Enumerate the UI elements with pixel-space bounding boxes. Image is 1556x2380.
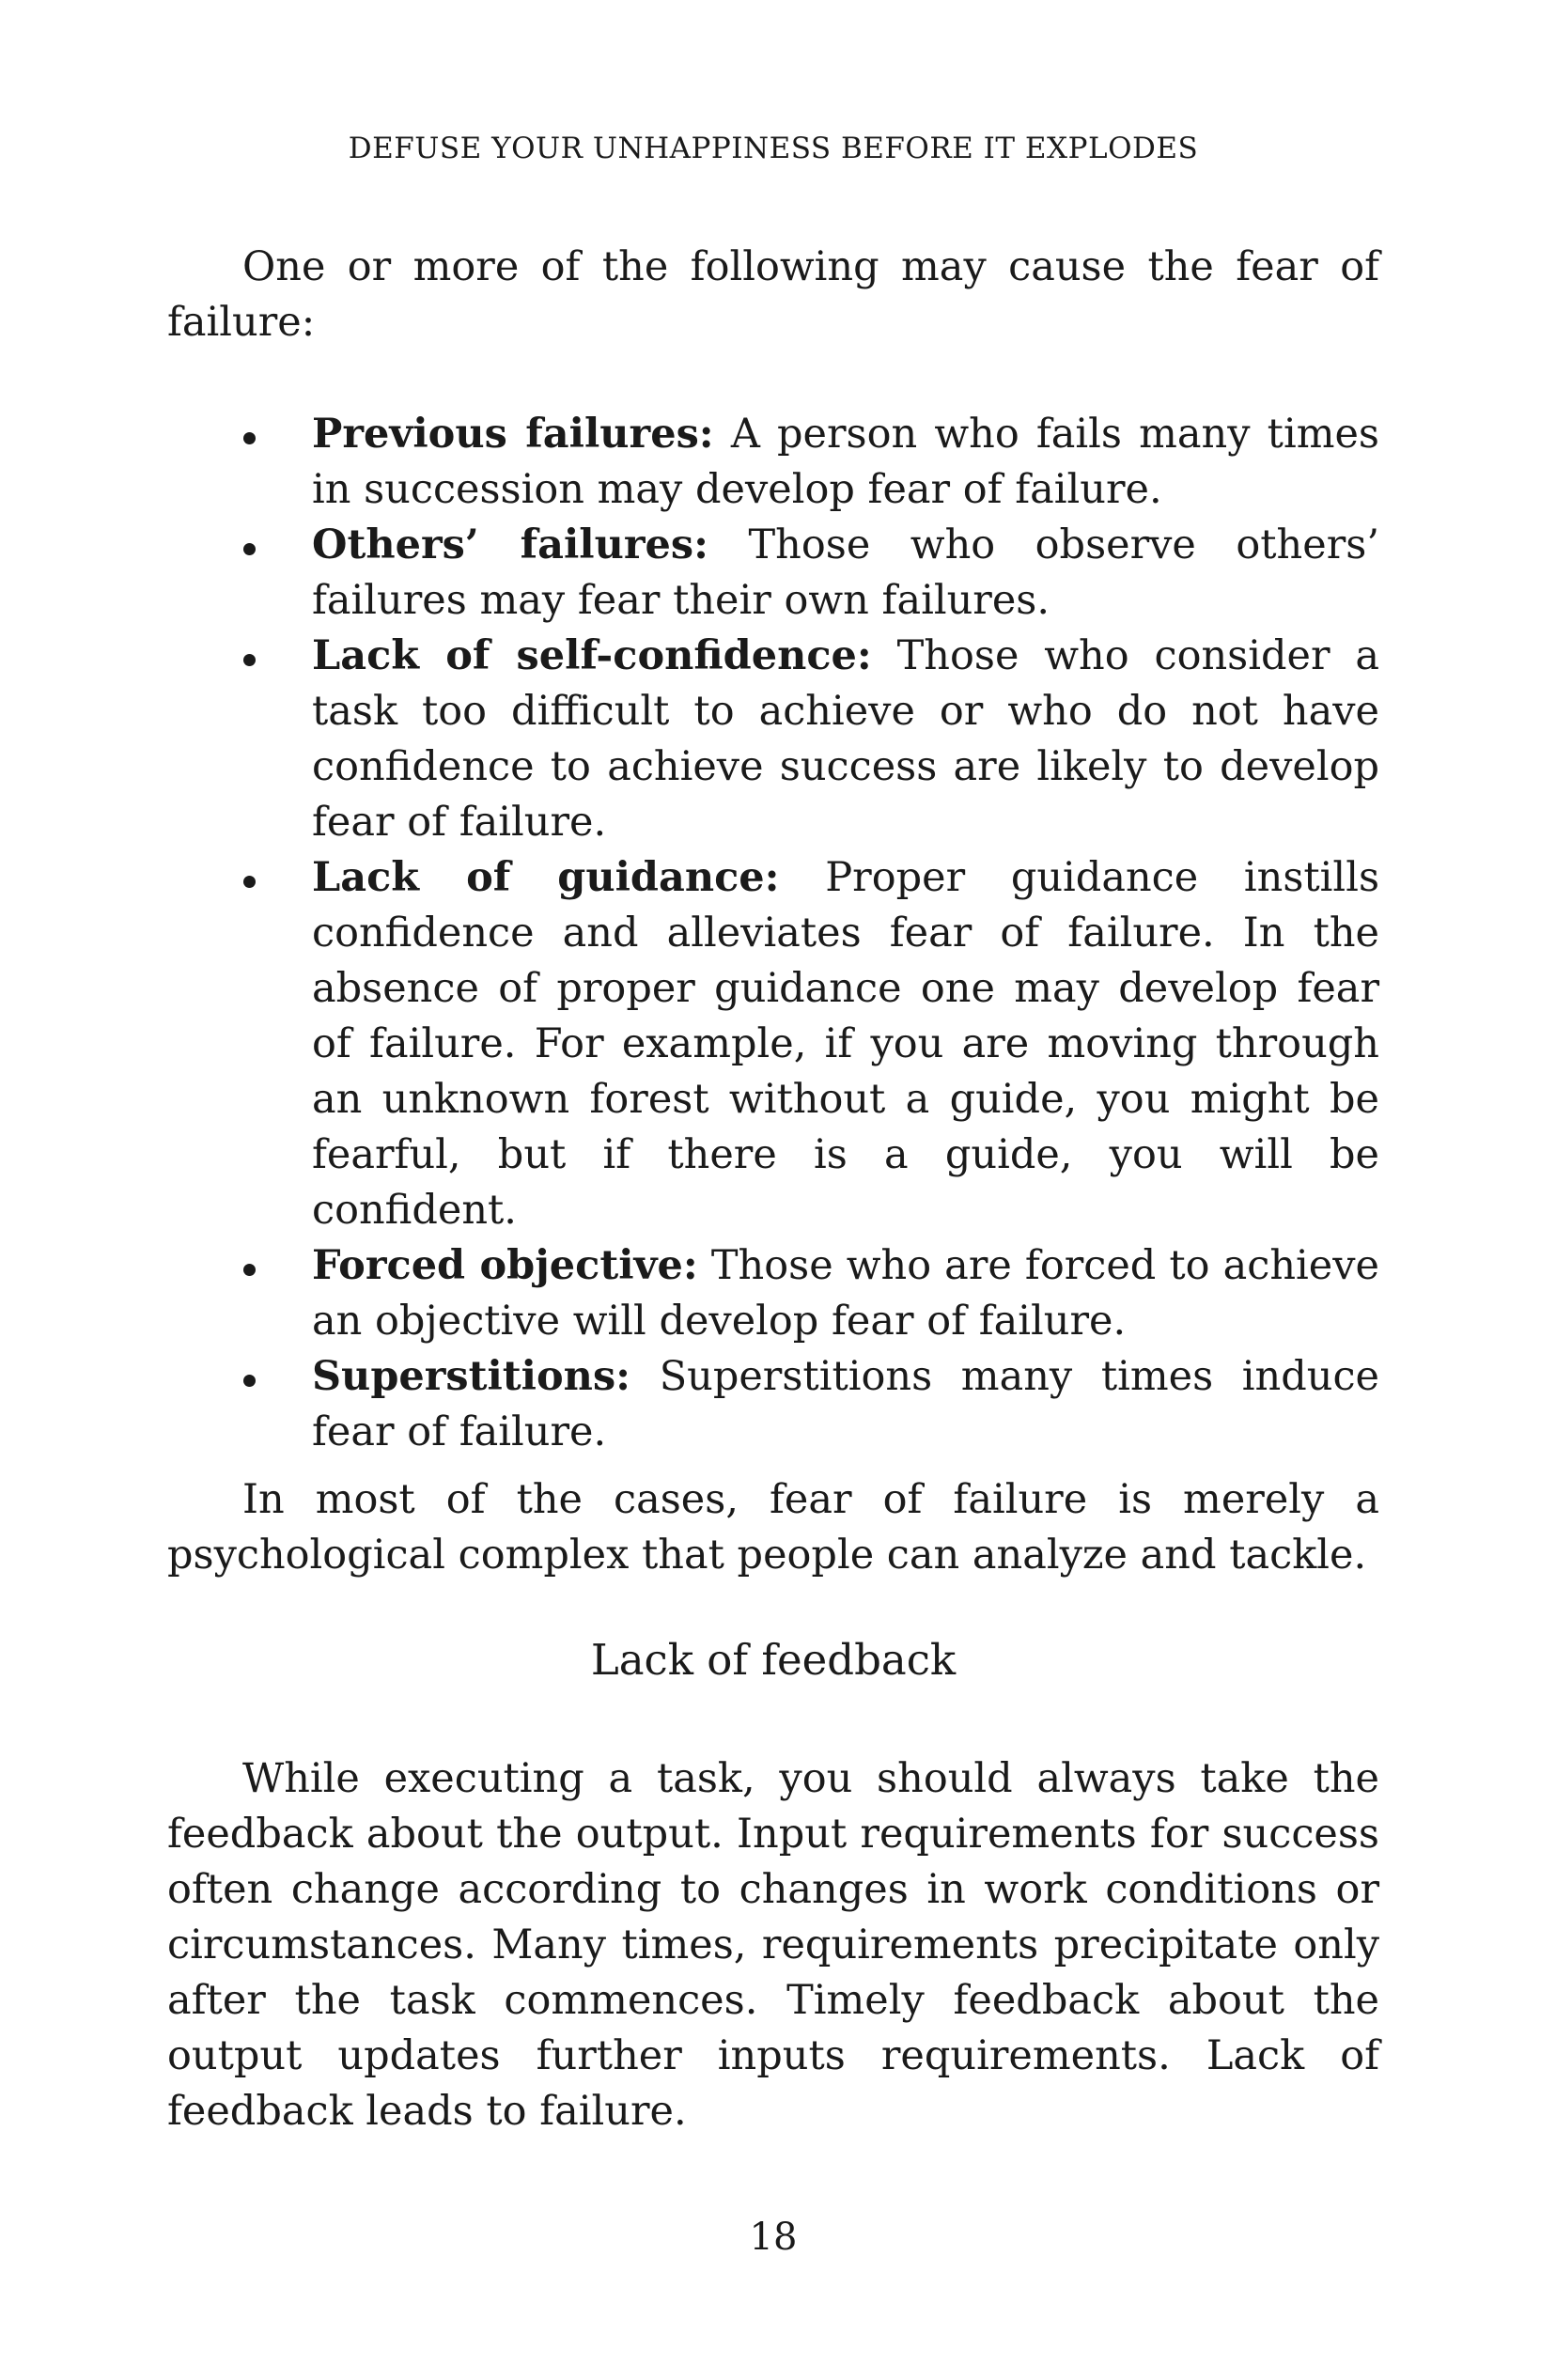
page-number: 18 bbox=[749, 2216, 798, 2259]
list-item bbox=[167, 1238, 1379, 1349]
cause-text: Those who observe others’ failures may fear their own failures. bbox=[312, 521, 1379, 624]
causes-list bbox=[167, 407, 1379, 1460]
running-head: DEFUSE YOUR UNHAPPINESS BEFORE IT EXPLODES bbox=[348, 132, 1199, 165]
feedback-paragraph: While executing a task, you should always take the feedback about the output. Input requirements for success often change according to changes in work conditions or circumstances. Many times, requirements precipitate only after the task commences. Timely feedback about the output updates further inputs requirements. Lack of feedback leads to failure. bbox=[167, 1755, 1379, 2135]
list-item bbox=[167, 518, 1379, 629]
bullet-icon bbox=[243, 1264, 256, 1276]
list-item bbox=[167, 850, 1379, 1238]
bullet-icon bbox=[243, 432, 256, 444]
cause-text: A person who fails many times in succession may develop fear of failure. bbox=[312, 411, 1379, 513]
cause-term: Superstitions: bbox=[312, 1353, 631, 1400]
book-page bbox=[167, 0, 1379, 2380]
cause-text: Those who are forced to achieve an objective will develop fear of failure. bbox=[312, 1242, 1379, 1345]
list-item bbox=[167, 1349, 1379, 1460]
bullet-icon bbox=[243, 876, 256, 888]
cause-term: Lack of self-confidence: bbox=[312, 632, 872, 679]
section-heading: Lack of feedback bbox=[590, 1635, 957, 1685]
list-item bbox=[167, 629, 1379, 850]
bullet-icon bbox=[243, 1375, 256, 1387]
cause-text: Proper guidance instills confidence and alleviates fear of failure. In the absence of proper guidance one may develop fear of failure. For example, if you are moving through an unknown forest without a guide, you might be fearful, but if there is a guide, you will be confident. bbox=[312, 854, 1380, 1234]
summary-paragraph: In most of the cases, fear of failure is merely a psychological complex that people can analyze and tackle. bbox=[167, 1476, 1379, 1579]
cause-term: Forced objective: bbox=[312, 1242, 698, 1289]
cause-term: Lack of guidance: bbox=[312, 854, 780, 901]
cause-term: Previous failures: bbox=[312, 411, 714, 458]
cause-text: Superstitions many times induce fear of failure. bbox=[312, 1353, 1379, 1455]
bullet-icon bbox=[243, 654, 256, 666]
intro-paragraph: One or more of the following may cause the fear of failure: bbox=[167, 243, 1379, 346]
cause-term: Others’ failures: bbox=[312, 521, 708, 568]
bullet-icon bbox=[243, 543, 256, 555]
cause-text: Those who consider a task too difficult to achieve or who do not have confidence to achieve success are likely to develop fear of failure. bbox=[312, 632, 1379, 846]
list-item bbox=[167, 407, 1379, 518]
